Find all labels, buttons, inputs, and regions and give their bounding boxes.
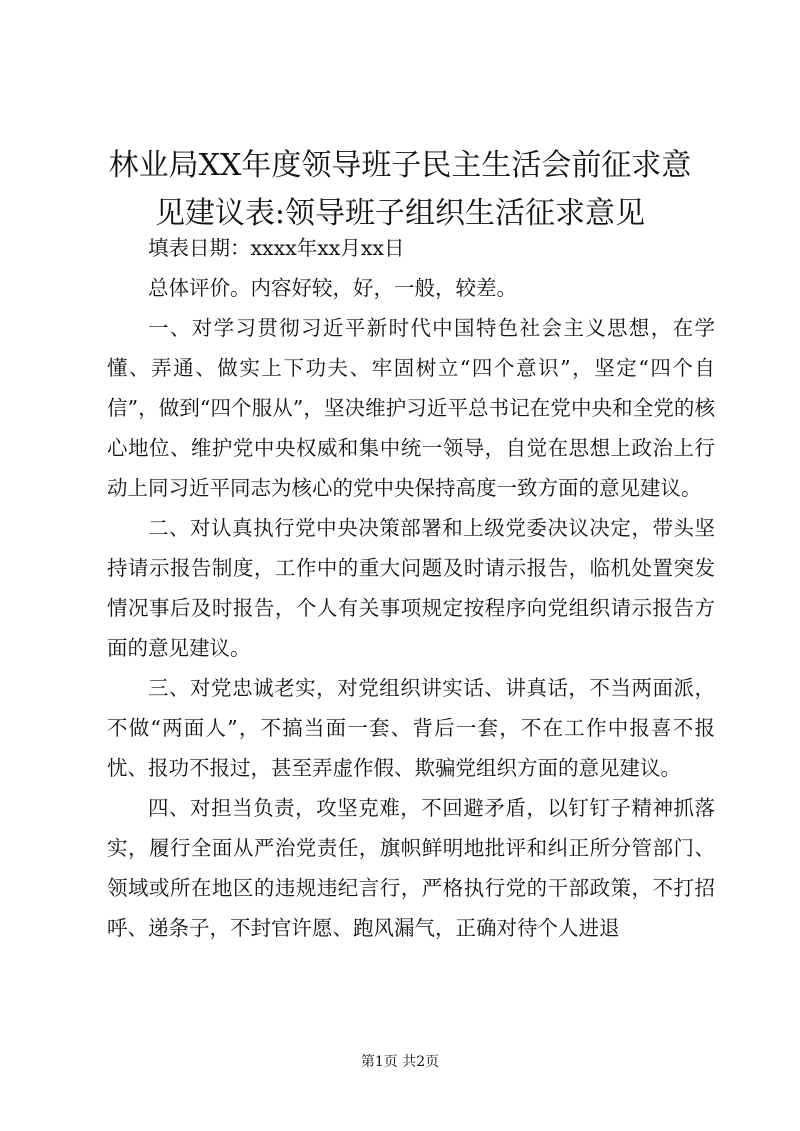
- document-title: [60, 142, 740, 238]
- title-line-2: 见建议表:领导班子组织生活征求意见: [154, 196, 646, 231]
- paragraph-1: 一、对学习贯彻习近平新时代中国特色社会主义思想，在学懂、弄通、做实上下功夫、牢固树立“四个意识”，坚定“四个自信”，做到“四个服从”，坚决维护习近平总书记在党中央和全党的核心地位、维护党中央权威和集中统一领导，自觉在思想上政治上行动上同习近平同志为核心的党中央保持高度一致方面的意见建议。: [107, 316, 715, 500]
- overall-evaluation-line: 总体评价。内容好较，好，一般，较差。: [148, 276, 517, 300]
- page-number-footer: 第1页 共2页: [360, 1054, 440, 1070]
- paragraph-2: 二、对认真执行党中央决策部署和上级党委决议决定，带头坚持请示报告制度，工作中的重大问题及时请示报告，临机处置突发情况事后及时报告，个人有关事项规定按程序向党组织请示报告方面的意见建议。: [107, 516, 715, 660]
- document-body: [107, 228, 715, 948]
- title-line-1: 林业局XX年度领导班子民主生活会前征求意: [108, 148, 692, 183]
- paragraph-3: 三、对党忠诚老实，对党组织讲实话、讲真话，不当两面派，不做“两面人”，不搞当面一套、背后一套，不在工作中报喜不报忧、报功不报过，甚至弄虚作假、欺骗党组织方面的意见建议。: [107, 676, 715, 780]
- paragraph-4: 四、对担当负责，攻坚克难，不回避矛盾，以钉钉子精神抓落实，履行全面从严治党责任，旗帜鲜明地批评和纠正所分管部门、领域或所在地区的违规违纪言行，严格执行党的干部政策，不打招呼、递条子，不封官许愿、跑风漏气，正确对待个人进退: [107, 796, 715, 940]
- fill-date-line: 填表日期：xxxx年xx月xx日: [148, 236, 405, 260]
